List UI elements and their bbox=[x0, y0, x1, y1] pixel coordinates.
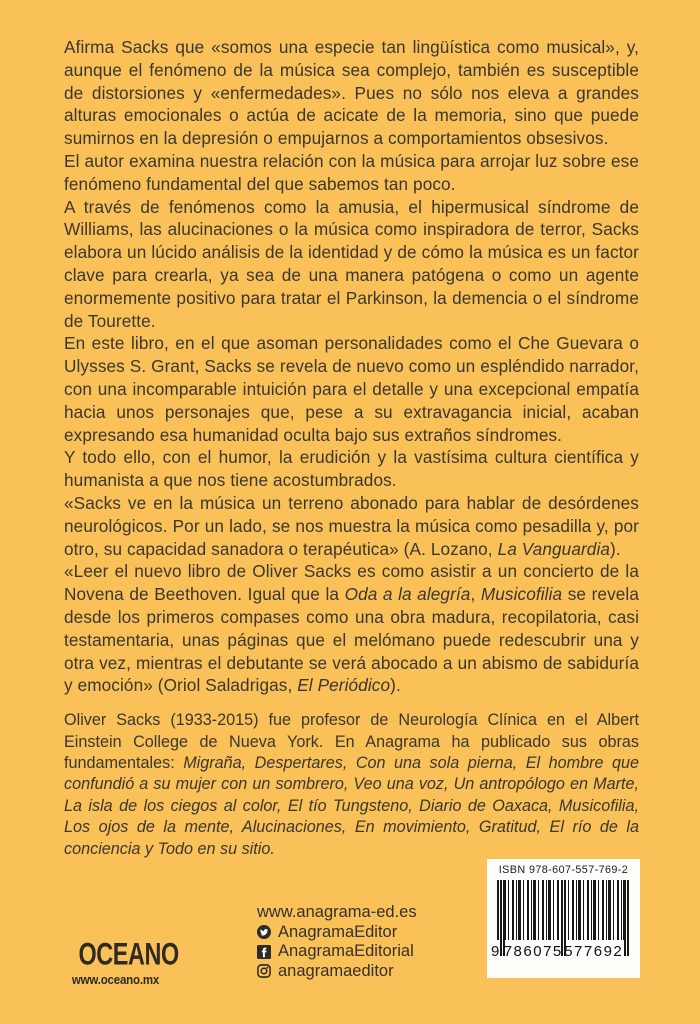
blurb-paragraphs bbox=[64, 36, 639, 697]
anagrama-links-block bbox=[257, 903, 417, 981]
barcode-digit-group-1: 786075 bbox=[503, 943, 563, 960]
anagrama-website-url: www.anagrama-ed.es bbox=[257, 903, 417, 922]
isbn-number-label: ISBN 978-607-557-769-2 bbox=[498, 864, 629, 876]
author-bio: Oliver Sacks (1933-2015) fue profesor de Neurología Clínica en el Albert Einstein College de Nueva York. En Anagrama ha publicado sus obras fundamentales: Migraña, Despertares, Con una sola pierna, El hombre que confundió a su mujer con un sombrero, Veo una voz, Un antropólogo en Marte, La isla de los ciegos al color, El tío Tungsteno, Diario de Oaxaca, Musicofilia, Los ojos de la mente, Alucinaciones, En movimiento, Gratitud, El río de la conciencia y Todo en su sitio. bbox=[64, 711, 639, 858]
back-cover-text-block bbox=[64, 36, 639, 860]
blurb-paragraph: El autor examina nuestra relación con la música para arrojar luz sobre ese fenómeno fundamental del que sabemos tan poco. bbox=[64, 150, 639, 194]
oceano-logo: OCEANO bbox=[78, 937, 179, 972]
blurb-paragraph: «Sacks ve en la música un terreno abonado para hablar de desórdenes neurológicos. Por un lado, se nos muestra la música como pesadilla y, por otro, su capacidad sanadora o terapéutica» (A. Lozano, La Vanguardia). bbox=[64, 492, 639, 559]
instagram-icon bbox=[257, 964, 271, 978]
blurb-paragraph: Y todo ello, con el humor, la erudición y la vastísima cultura científica y humanista a que nos tiene acostumbrados. bbox=[64, 447, 639, 491]
barcode-digits bbox=[487, 940, 640, 962]
oceano-website-url: www.oceano.mx bbox=[71, 973, 160, 987]
barcode-digit-group-2: 577692 bbox=[564, 943, 624, 960]
blurb-paragraph: En este libro, en el que asoman personalidades como el Che Guevara o Ulysses S. Grant, Sacks se revela de nuevo como un espléndido narrador, con una incomparable intuición para el detalle y una excepcional empatía hacia unos personajes que, pese a su extravagancia inicial, acaban expresando esa humanidad oculta bajo sus extraños síndromes. bbox=[64, 333, 639, 445]
blurb-paragraph: Afirma Sacks que «somos una especie tan lingüística como musical», y, aunque el fenómeno de la música sea complejo, también es susceptible de distorsiones y «enfermedades». Pues no sólo nos eleva a grandes alturas emocionales o actúa de acicate de la memoria, sino que puede sumirnos en la depresión o empujarnos a comportamientos obsesivos. bbox=[64, 37, 639, 149]
anagrama-facebook-handle: AnagramaEditorial bbox=[278, 942, 414, 961]
anagrama-twitter-handle: AnagramaEditor bbox=[278, 922, 398, 941]
twitter-icon bbox=[257, 925, 271, 939]
blurb-paragraph: A través de fenómenos como la amusia, el hipermusical síndrome de Williams, las alucinaciones o la música como inspiradora de terror, Sacks elabora un lúcido análisis de la identidad y de cómo la música es un factor clave para crearla, ya sea de una manera patógena o como un agente enormemente positivo para tratar el Parkinson, la demencia o el síndrome de Tourette. bbox=[64, 196, 639, 331]
barcode-lead-digit: 9 bbox=[491, 943, 500, 960]
isbn-barcode bbox=[487, 859, 640, 978]
facebook-icon bbox=[257, 945, 271, 959]
blurb-paragraph: «Leer el nuevo libro de Oliver Sacks es como asistir a un concierto de la Novena de Beethoven. Igual que la Oda a la alegría, Musicofilia se revela desde los primeros compases como una obra madura, recopilatoria, casi testamentaria, unas páginas que el melómano puede redescubrir una y otra vez, mientras el debutante se verá abocado a un abismo de sabiduría y emoción» (Oriol Saladrigas, El Periódico). bbox=[64, 561, 639, 696]
oceano-publisher-block bbox=[68, 937, 179, 987]
anagrama-instagram-handle: anagramaeditor bbox=[278, 961, 394, 980]
